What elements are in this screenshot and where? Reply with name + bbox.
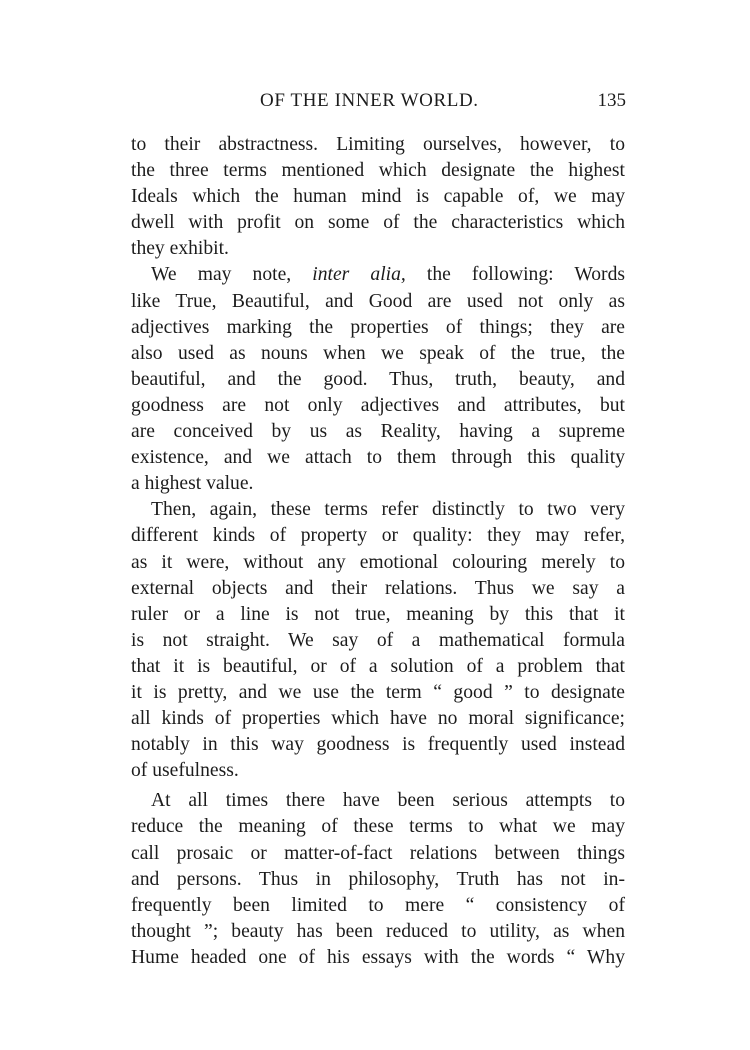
text-line: they exhibit. — [131, 238, 229, 260]
text-line: ruler or a line is not true, meaning by this that it — [131, 603, 625, 625]
paragraph-4 — [131, 788, 625, 971]
text-line: to their abstractness. Limiting ourselves, however, to — [131, 134, 625, 155]
text-line: the three terms mentioned which designate the highest — [131, 160, 625, 182]
text-line: thought ”; beauty has been reduced to utility, as when — [131, 920, 625, 942]
text-line: it is pretty, and we use the term “ good ” to designate — [131, 681, 625, 703]
running-head — [128, 90, 626, 118]
text-line: Then, again, these terms refer distinctly to two very — [151, 499, 625, 521]
text-line: frequently been limited to mere “ consistency of — [131, 894, 625, 916]
page-number: 135 — [597, 90, 626, 111]
text-span: We may note, — [151, 264, 313, 286]
text-line: also used as nouns when we speak of the true, the — [131, 342, 625, 364]
text-line: Hume headed one of his essays with the words “ Why — [131, 946, 625, 968]
text-line: dwell with profit on some of the characteristics which — [131, 212, 625, 234]
text-line: At all times there have been serious attempts to — [151, 790, 625, 812]
text-line: as it were, without any emotional colouring merely to — [131, 551, 625, 573]
paragraph-1 — [131, 132, 625, 262]
text-line: of usefulness. — [131, 760, 239, 782]
text-line: goodness are not only adjectives and attributes, but — [131, 394, 625, 416]
running-title: OF THE INNER WORLD. — [260, 90, 479, 111]
text-line: external objects and their relations. Thus we say a — [131, 577, 625, 599]
text-line: adjectives marking the properties of things; they are — [131, 316, 625, 338]
text-line: is not straight. We say of a mathematical formula — [131, 629, 625, 651]
text-line: all kinds of properties which have no moral significance; — [131, 708, 625, 730]
text-line: different kinds of property or quality: they may refer, — [131, 525, 625, 547]
text-line: and persons. Thus in philosophy, Truth has not in- — [131, 868, 625, 890]
text-line: beautiful, and the good. Thus, truth, beauty, and — [131, 368, 625, 390]
text-line: that it is beautiful, or of a solution of a problem that — [131, 655, 625, 677]
italic-phrase: inter alia, — [312, 264, 406, 286]
text-line: existence, and we attach to them through this quality — [131, 447, 625, 469]
text-line: reduce the meaning of these terms to what we may — [131, 816, 625, 838]
paragraph-3 — [131, 497, 625, 784]
text-line: Ideals which the human mind is capable of, we may — [131, 186, 625, 208]
body-text — [131, 132, 625, 971]
text-line: notably in this way goodness is frequently used instead — [131, 734, 625, 756]
text-line: like True, Beautiful, and Good are used not only as — [131, 290, 625, 312]
text-line — [131, 262, 625, 288]
text-line: call prosaic or matter-of-fact relations between things — [131, 842, 625, 864]
text-span: the following: Words — [405, 264, 625, 286]
paragraph-2 — [131, 262, 625, 497]
text-line: a highest value. — [131, 473, 254, 495]
text-line: are conceived by us as Reality, having a supreme — [131, 421, 625, 443]
